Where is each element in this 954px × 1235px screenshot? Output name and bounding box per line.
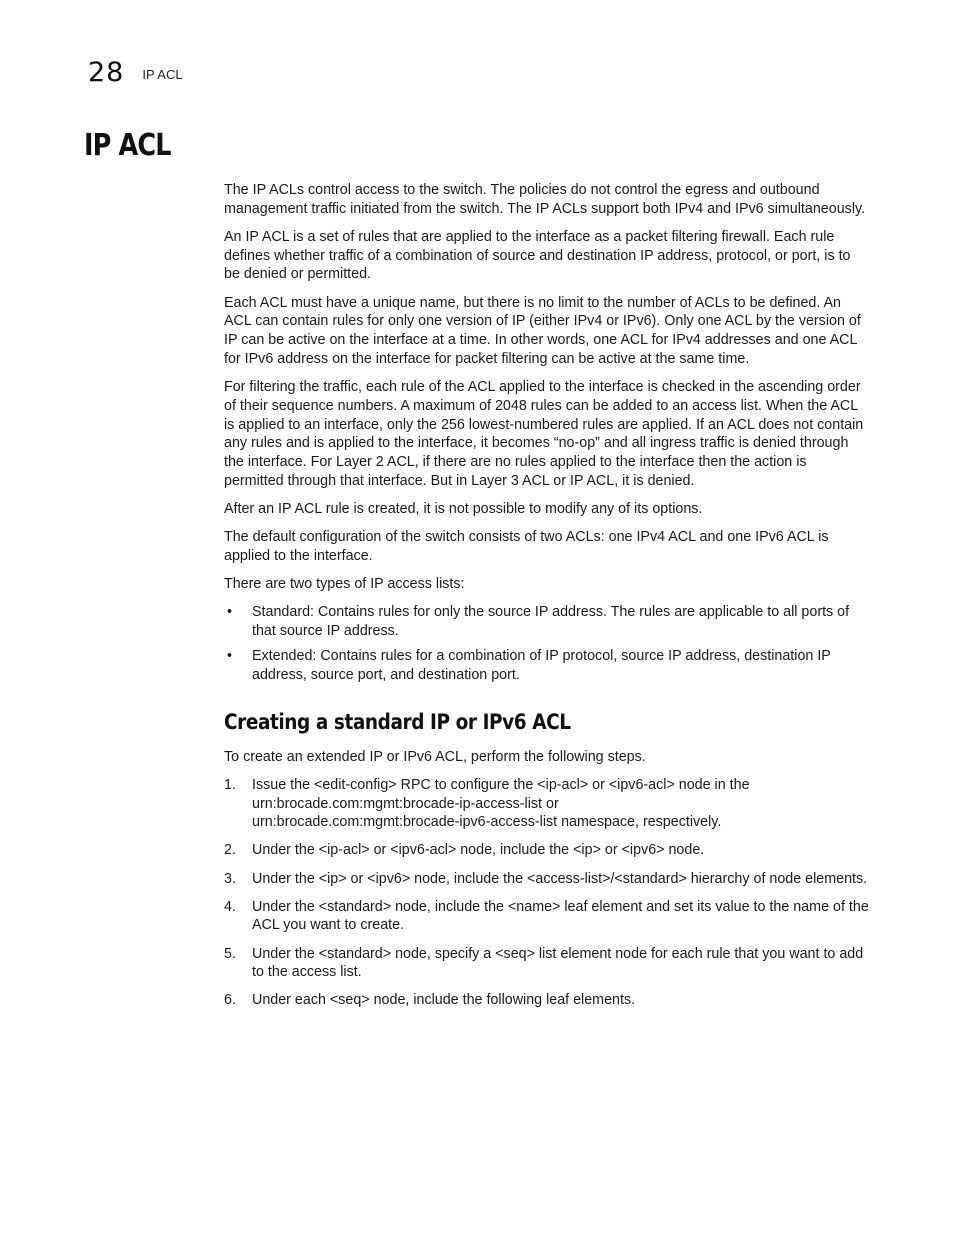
- step-number: 4.: [224, 898, 236, 915]
- paragraph: The IP ACLs control access to the switch. The policies do not control the egress and outbound management traffic initiated from the switch. The IP ACLs support both IPv4 and IPv6 simultaneously.: [224, 182, 866, 217]
- section-title: Creating a standard IP or IPv6 ACL: [224, 709, 571, 735]
- paragraph: The default configuration of the switch consists of two ACLs: one IPv4 ACL and one IPv6 ACL is applied to the interface.: [224, 529, 829, 565]
- step-item: [224, 898, 870, 936]
- chapter-number: 28: [88, 56, 125, 88]
- step-number: 3.: [224, 870, 236, 887]
- section-intro: To create an extended IP or IPv6 ACL, perform the following steps.: [224, 748, 646, 765]
- step-text-line: Under the <standard> node, include the <name> leaf element and set its value to the name of the ACL you want to create.: [252, 898, 869, 934]
- list-item-text: Extended: Contains rules for a combination of IP protocol, source IP address, destination IP address, source port, and destination port.: [252, 648, 831, 684]
- step-text-line: Under the <standard> node, specify a <seq> list element node for each rule that you want to add to the access list.: [252, 945, 864, 981]
- list-item: [224, 647, 870, 685]
- step-number: 6.: [224, 992, 236, 1009]
- step-text-line: Issue the <edit-config> RPC to configure the <ip-acl> or <ipv6-acl> node in the: [252, 776, 750, 793]
- steps-list: [224, 776, 870, 1010]
- step-text-line: urn:brocade.com:mgmt:brocade-ipv6-access-list namespace, respectively.: [252, 814, 722, 831]
- step-item: [224, 841, 870, 860]
- step-text-line: Under the <ip> or <ipv6> node, include the <access-list>/<standard> hierarchy of node elements.: [252, 870, 868, 887]
- bullet-icon: •: [227, 604, 233, 621]
- running-title: IP ACL: [142, 66, 183, 82]
- step-number: 5.: [224, 945, 236, 962]
- step-text-line: urn:brocade.com:mgmt:brocade-ip-access-list or: [252, 795, 559, 812]
- paragraph: After an IP ACL rule is created, it is not possible to modify any of its options.: [224, 501, 703, 518]
- paragraph: An IP ACL is a set of rules that are applied to the interface as a packet filtering firewall. Each rule defines whether traffic of a combination of source and destination IP address, protocol, or port, is to be denied or permitted.: [224, 228, 851, 283]
- chapter-title: IP ACL: [84, 128, 171, 163]
- list-item-text: Standard: Contains rules for only the source IP address. The rules are applicable to all ports of that source IP address.: [252, 604, 850, 640]
- paragraph: There are two types of IP access lists:: [224, 576, 465, 593]
- step-number: 2.: [224, 842, 236, 859]
- list-item: [224, 603, 870, 641]
- step-item: [224, 776, 870, 832]
- step-text-line: Under the <ip-acl> or <ipv6-acl> node, include the <ip> or <ipv6> node.: [252, 842, 705, 859]
- step-item: [224, 945, 870, 983]
- step-item: [224, 991, 870, 1010]
- access-list-types: [224, 603, 870, 685]
- step-text-line: Under each <seq> node, include the following leaf elements.: [252, 992, 636, 1009]
- bullet-icon: •: [227, 648, 233, 665]
- running-header: [88, 54, 183, 90]
- body-content: [224, 181, 870, 1020]
- paragraph: Each ACL must have a unique name, but there is no limit to the number of ACLs to be defined. An ACL can contain rules for only one version of IP (either IPv4 or IPv6). Only one ACL by the version of IP can be active on the interface at a time. In other words, one ACL for IPv4 addresses and one ACL for IPv6 address on the interface for packet filtering can be active at the same time.: [224, 294, 861, 367]
- paragraph: For filtering the traffic, each rule of the ACL applied to the interface is checked in the ascending order of their sequence numbers. A maximum of 2048 rules can be added to an access list. When the ACL is applied to an interface, only the 256 lowest-numbered rules are applied. If an ACL does not contain any rules and is applied to the interface, it becomes “no-op” and all ingress traffic is denied through the interface. For Layer 2 ACL, if there are no rules applied to the interface then the action is permitted through that interface. But in Layer 3 ACL or IP ACL, it is denied.: [224, 379, 864, 490]
- step-item: [224, 870, 870, 889]
- step-number: 1.: [224, 776, 236, 793]
